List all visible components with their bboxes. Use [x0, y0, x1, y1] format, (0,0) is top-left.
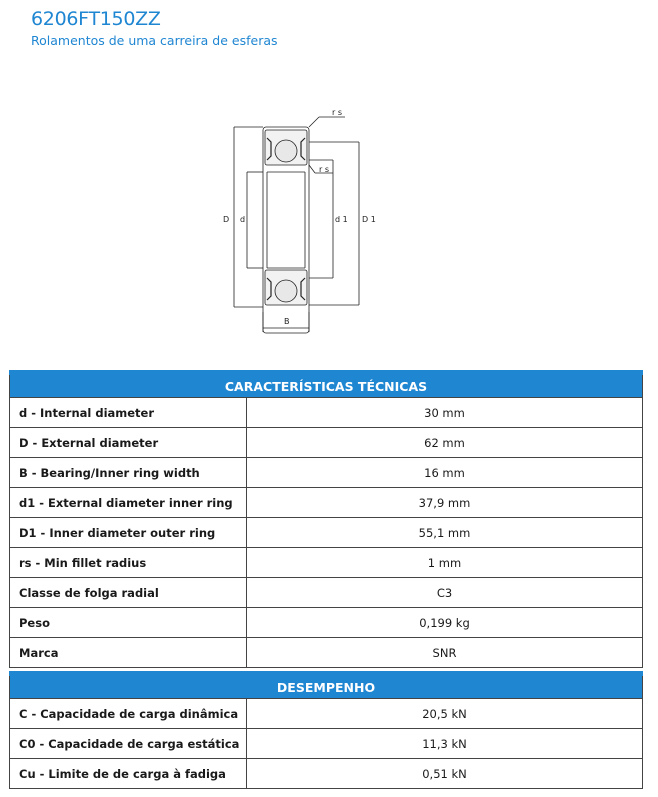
- row-label: C0 - Capacidade de carga estática: [10, 729, 247, 759]
- row-label: Classe de folga radial: [10, 578, 247, 608]
- row-value: 20,5 kN: [247, 699, 643, 729]
- table-header: CARACTERÍSTICAS TÉCNICAS: [10, 373, 643, 398]
- row-label: d1 - External diameter inner ring: [10, 488, 247, 518]
- table-row: [10, 548, 643, 578]
- table-row: [10, 638, 643, 668]
- row-value: 16 mm: [247, 458, 643, 488]
- product-title: 6206FT150ZZ: [31, 8, 161, 30]
- row-value: C3: [247, 578, 643, 608]
- drawing-label-rs-top: r s: [332, 108, 342, 117]
- row-value: 11,3 kN: [247, 729, 643, 759]
- row-label: d - Internal diameter: [10, 398, 247, 428]
- row-label: Cu - Limite de de carga à fadiga: [10, 759, 247, 789]
- table-row: [10, 759, 643, 789]
- product-subtitle: Rolamentos de uma carreira de esferas: [31, 33, 278, 48]
- row-label: C - Capacidade de carga dinâmica: [10, 699, 247, 729]
- row-label: Peso: [10, 608, 247, 638]
- table-row: [10, 428, 643, 458]
- table-row: [10, 518, 643, 548]
- drawing-label-B: B: [284, 317, 290, 326]
- table-header: DESEMPENHO: [10, 674, 643, 699]
- row-value: SNR: [247, 638, 643, 668]
- drawing-label-D1: D 1: [362, 215, 376, 224]
- drawing-label-D: D: [223, 215, 230, 224]
- table-row: [10, 729, 643, 759]
- table-row: [10, 699, 643, 729]
- drawing-label-d: d: [240, 215, 246, 224]
- technical-characteristics-table: [9, 370, 643, 668]
- table-row: [10, 608, 643, 638]
- drawing-label-d1: d 1: [335, 215, 348, 224]
- row-label: rs - Min fillet radius: [10, 548, 247, 578]
- row-value: 1 mm: [247, 548, 643, 578]
- table-row: [10, 578, 643, 608]
- row-label: B - Bearing/Inner ring width: [10, 458, 247, 488]
- table-row: [10, 488, 643, 518]
- row-label: D1 - Inner diameter outer ring: [10, 518, 247, 548]
- row-label: Marca: [10, 638, 247, 668]
- table-row: [10, 458, 643, 488]
- drawing-label-rs-side: r s: [319, 165, 329, 174]
- bearing-cross-section-drawing: [205, 100, 415, 345]
- performance-table: [9, 671, 643, 789]
- table-row: [10, 398, 643, 428]
- row-value: 62 mm: [247, 428, 643, 458]
- row-value: 0,51 kN: [247, 759, 643, 789]
- row-value: 55,1 mm: [247, 518, 643, 548]
- row-value: 30 mm: [247, 398, 643, 428]
- row-label: D - External diameter: [10, 428, 247, 458]
- row-value: 0,199 kg: [247, 608, 643, 638]
- row-value: 37,9 mm: [247, 488, 643, 518]
